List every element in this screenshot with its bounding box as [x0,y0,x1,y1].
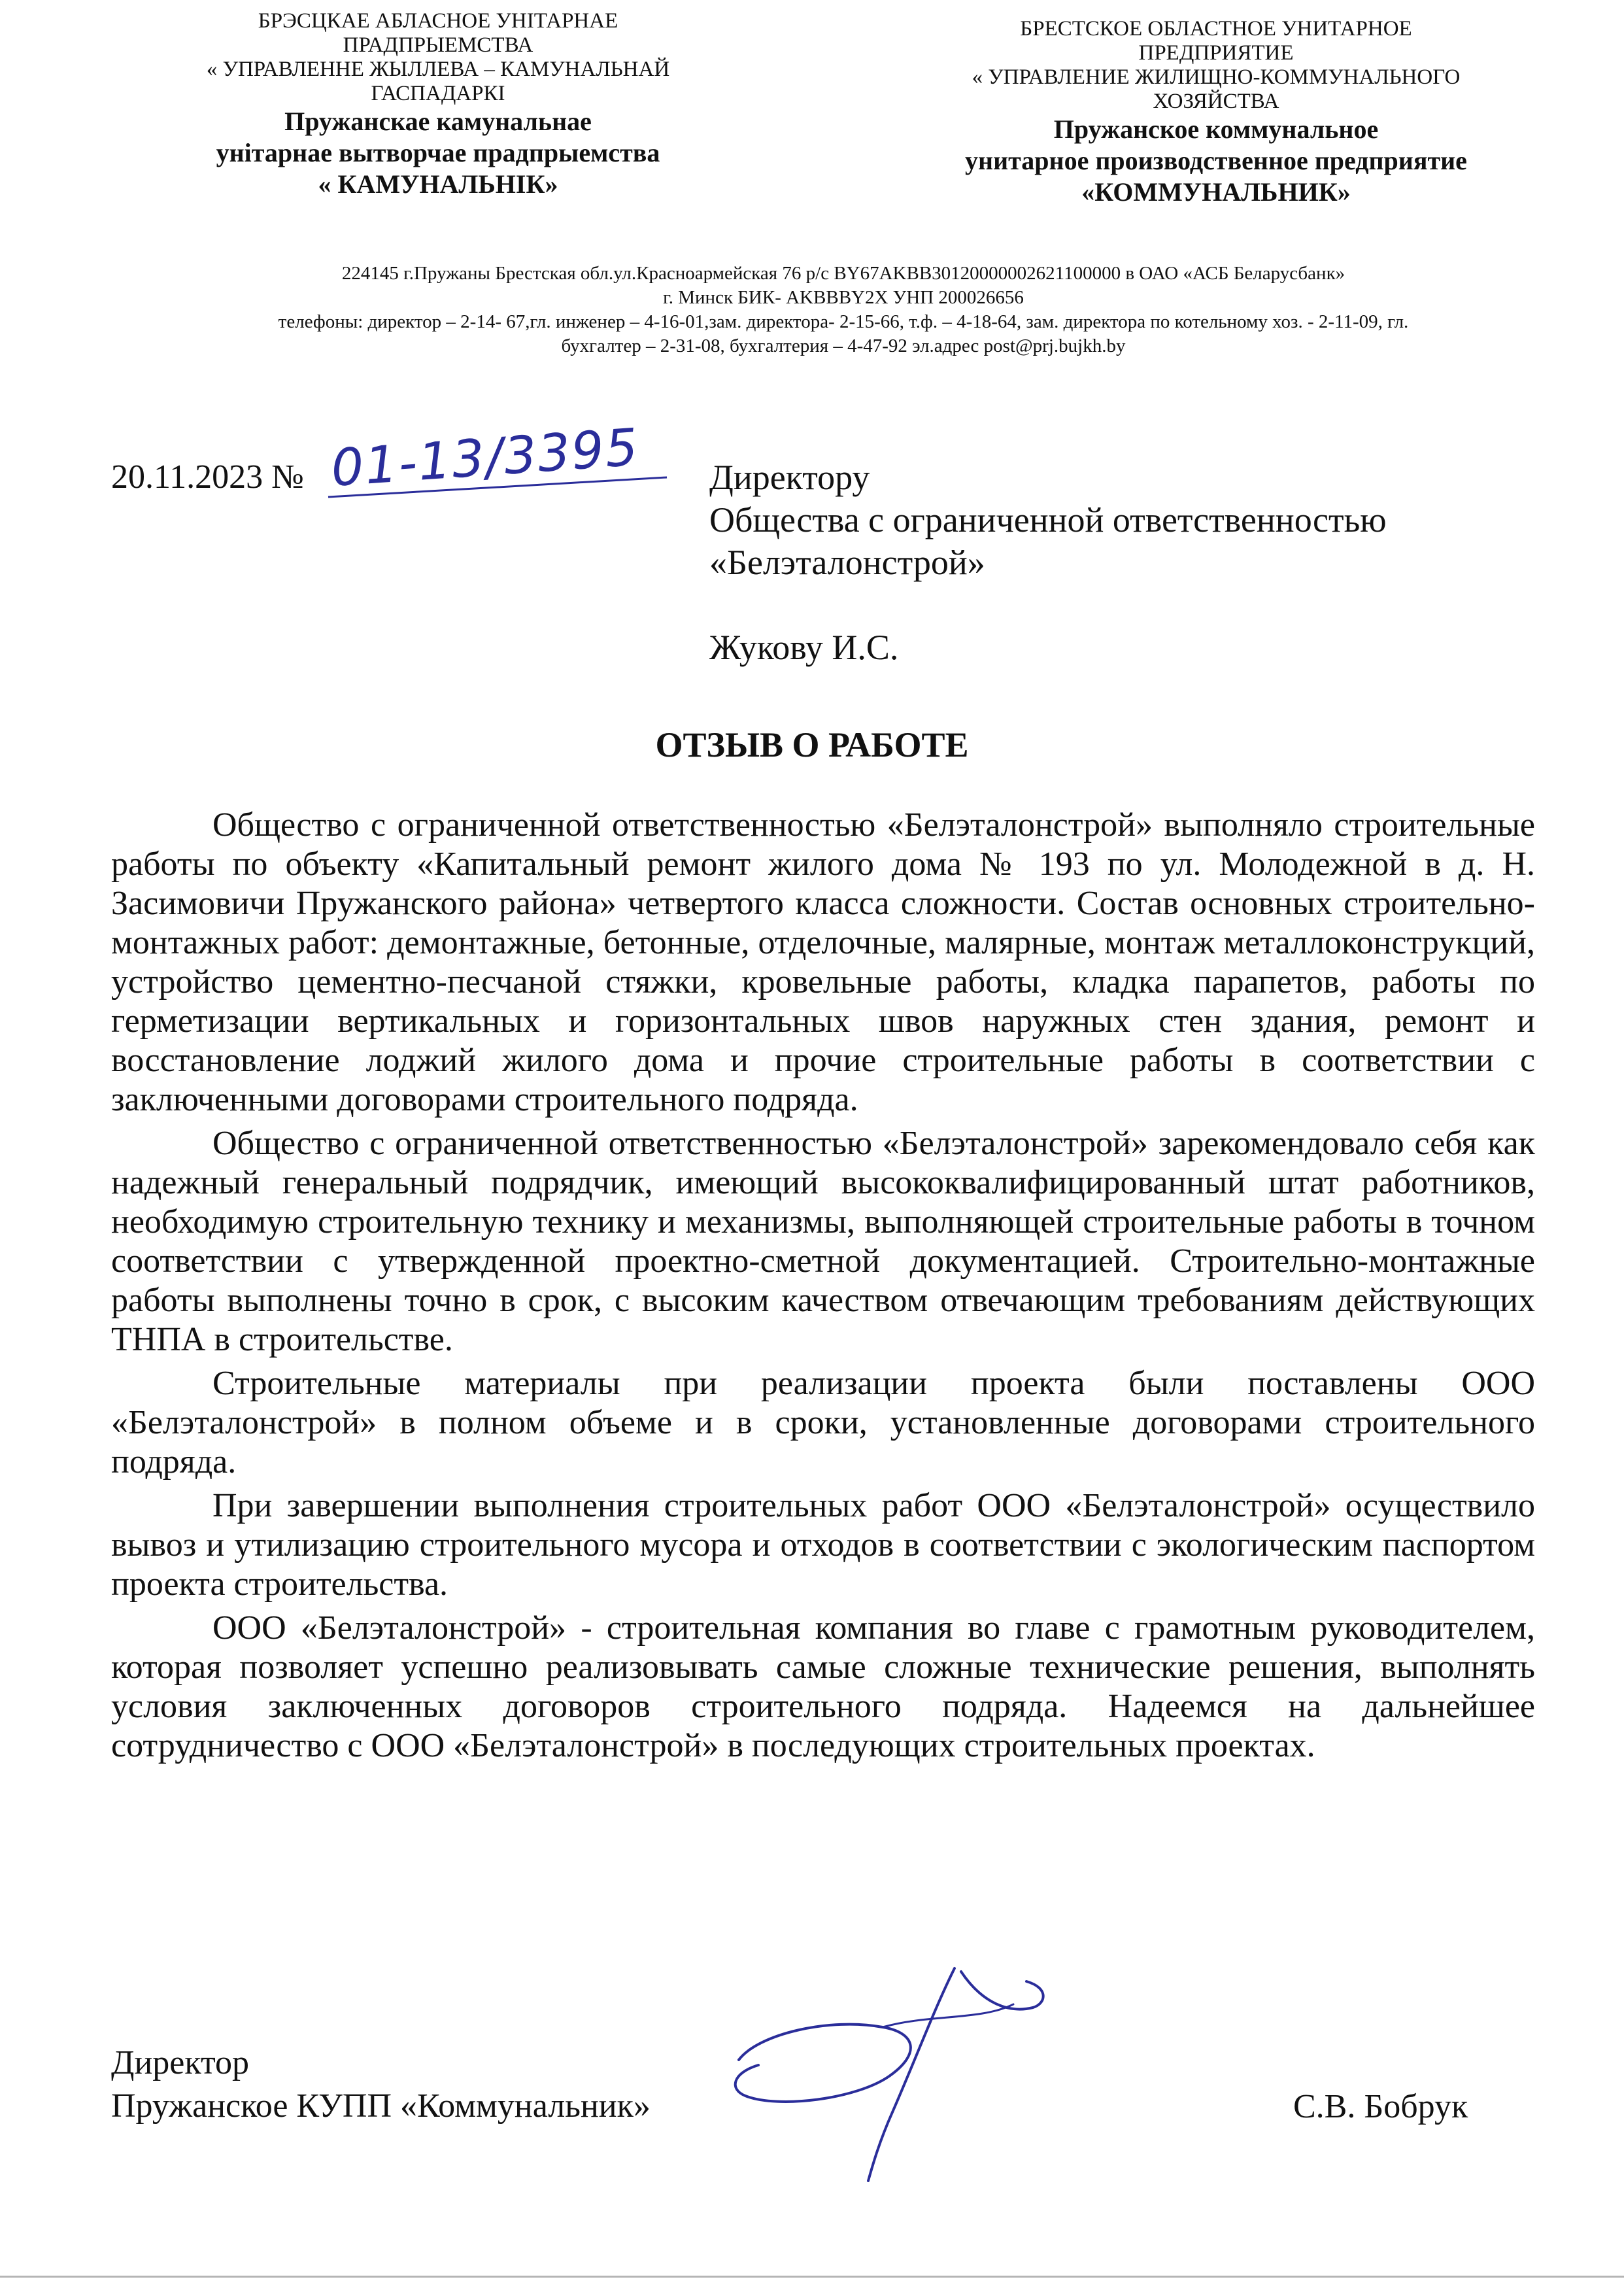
body-paragraph: Общество с ограниченной ответственностью «Белэталонстрой» выполняло строительные работы по объекту «Капитальный ремонт жилого дома № 193 по ул. Молодежной в д. Н. Засимовичи Пружанского района» четвертого класса сложности. Состав основных строительно-монтажных работ: демонтажные, бетонные, отделочные, малярные, монтаж металлоконструкций, устройство цементно-песчаной стяжки, кровельные работы, кладка парапетов, работы по герметизации вертикальных и горизонтальных швов наружных стен здания, ремонт и восстановление лоджий жилого дома и прочие строительные работы в соответствии с заключенными договорами строительного подряда. [111,806,1535,1118]
header-left-org-line: ГАСПАДАРКІ [371,81,505,105]
document-body [111,806,1535,1770]
signer-role-line: Директор [111,2044,249,2081]
body-paragraph: Общество с ограниченной ответственностью «Белэталонстрой» зарекомендовало себя как надежный генеральный подрядчик, имеющий высококвалифицированный штат работников, необходимую строительную технику и механизмы, выполняющей строительные работы в точном соответствии с утвержденной проектно-сметной документацией. Строительно-монтажные работы выполнены точно в срок, с высоким качеством отвечающим требованиям действующих ТНПА в строительстве. [111,1125,1535,1358]
header-left-org-line: « УПРАВЛЕННЕ ЖЫЛЛЕВА – КАМУНАЛЬНАЙ [206,57,670,81]
addressee-line: Директору [709,458,870,497]
scan-edge-divider [0,2276,1624,2278]
header-left-belarusian [98,9,778,200]
signer-role-line: Пружанское КУПП «Коммунальник» [111,2087,651,2125]
document-title: ОТЗЫВ О РАБОТЕ [655,725,969,764]
addressee-spacer [709,583,1559,626]
header-right-name-line: Пружанское коммунальное [1053,114,1379,144]
body-paragraph: Строительные материалы при реализации проекта были поставлены ООО «Белэталонстрой» в полном объеме и в сроки, установленные договорами строительного подряда. [111,1365,1535,1480]
header-left-name-line: Пружанскае камунальнае [284,106,592,136]
header-left-org-line: БРЭСЦКАЕ АБЛАСНОЕ УНІТАРНАЕ [258,9,618,33]
signer-name: С.В. Бобрук [1293,2088,1468,2125]
requisites-line: бухгалтер – 2-31-08, бухгалтерия – 4-47-92 эл.адрес post@prj.bujkh.by [561,335,1126,357]
header-left-name-line: « КАМУНАЛЬНІК» [318,169,558,199]
requisites-line: 224145 г.Пружаны Брестская обл.ул.Красноармейская 76 р/с BY67AKBB30120000002621100000 в ОАО «АСБ Беларусбанк» [341,263,1345,284]
company-requisites [144,262,1543,358]
requisites-line: телефоны: директор – 2-14- 67,гл. инженер – 4-16-01,зам. директора- 2-15-66, т.ф. – 4-18-64, зам. директора по котельному хоз. - 2-11-09, гл. [278,311,1409,333]
addressee-block [709,456,1559,669]
header-right-russian [876,17,1556,208]
header-right-org-line: БРЕСТСКОЕ ОБЛАСТНОЕ УНИТАРНОЕ [1020,17,1412,41]
header-right-org-line: ХОЗЯЙСТВА [1153,89,1279,113]
header-right-name-line: «КОММУНАЛЬНИК» [1081,177,1351,207]
requisites-line: г. Минск БИК- AKBBBY2X УНП 200026656 [663,287,1024,309]
header-left-name-line: унітарнае вытворчае прадпрыемства [216,137,660,167]
body-paragraph: ООО «Белэталонстрой» - строительная компания во главе с грамотным руководителем, которая позволяет успешно реализовывать самые сложные технические решения, выполнять условия заключенных договоров строительного подряда. Надеемся на дальнейшее сотрудничество с ООО «Белэталонстрой» в последующих строительных проектах. [111,1609,1535,1764]
body-paragraph: При завершении выполнения строительных работ ООО «Белэталонстрой» осуществило вывоз и утилизацию строительного мусора и отходов в соответствии с экологическим паспортом проекта строительства. [111,1487,1535,1603]
registration-number-handwritten: 01-13/3395 [329,418,641,498]
signer-role [111,2042,651,2128]
header-right-org-line: « УПРАВЛЕНИЕ ЖИЛИЩНО-КОММУНАЛЬНОГО [972,65,1461,89]
addressee-line: «Белэталонстрой» [709,542,985,582]
number-sign: № [271,458,304,496]
registration-line [111,458,304,496]
document-date: 20.11.2023 [111,458,263,496]
header-right-name-line: унитарное производственное предприятие [965,145,1467,175]
addressee-name: Жукову И.С. [709,628,899,668]
header-left-org-line: ПРАДПРЫЕМСТВА [343,33,533,57]
header-right-org-line: ПРЕДПРИЯТИЕ [1138,41,1294,65]
addressee-line: Общества с ограниченной ответственностью [709,500,1387,539]
handwritten-signature [719,1955,1059,2184]
